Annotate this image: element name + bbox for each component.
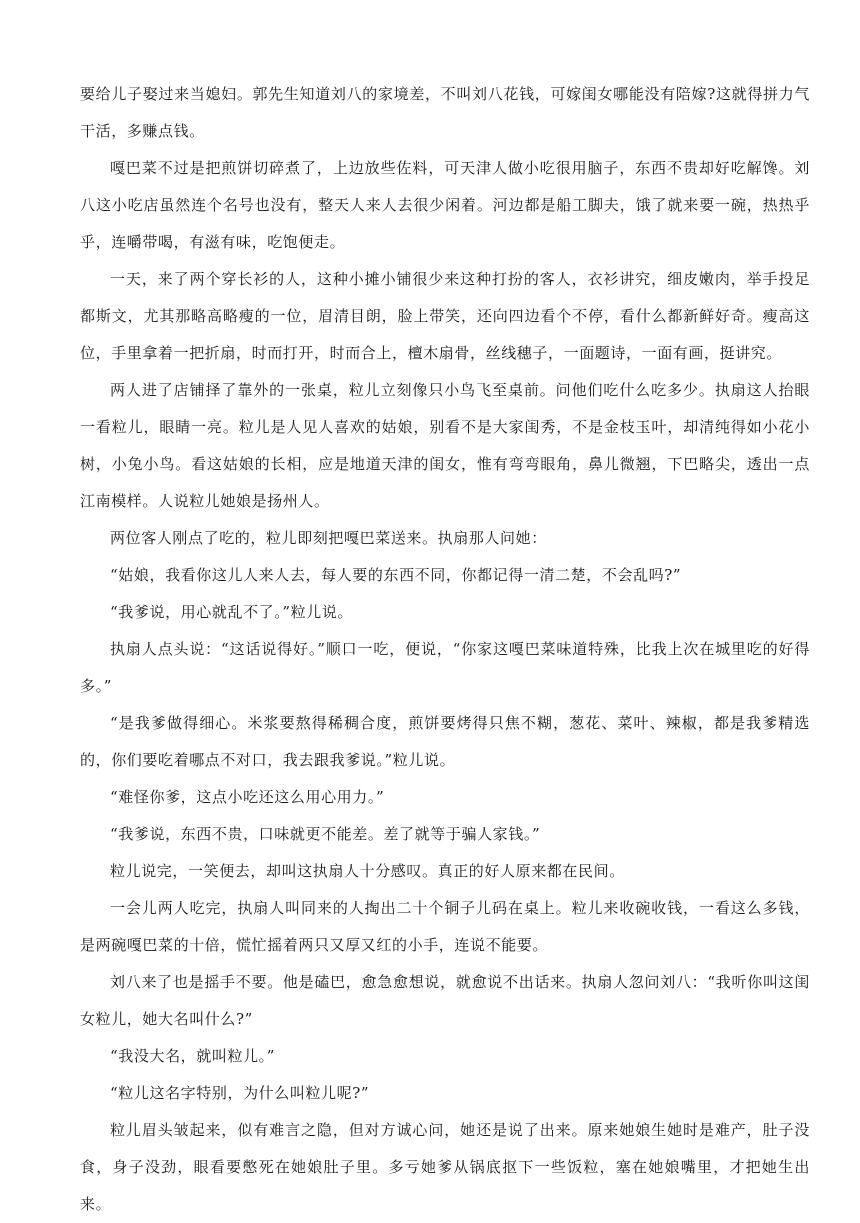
paragraph: 两人进了店铺择了靠外的一张桌，粒儿立刻像只小鸟飞至桌前。问他们吃什么吃多少。执扇这人抬眼一看粒儿，眼睛一亮。粒儿是人见人喜欢的姑娘，别看不是大家闺秀，不是金枝玉叶，却清纯得如小花小树，小兔小鸟。看这姑娘的长相，应是地道天津的闺女，惟有弯弯眼角，鼻儿微翘，下巴略尖，透出一点江南模样。人说粒儿她娘是扬州人。	[80, 381, 810, 510]
paragraph: 要给儿子娶过来当媳妇。郭先生知道刘八的家境差，不叫刘八花钱，可嫁闺女哪能没有陪嫁?这就得拼力气干活，多赚点钱。	[80, 85, 810, 140]
paragraph: 嘎巴菜不过是把煎饼切碎煮了，上边放些佐料，可天津人做小吃很用脑子，东西不贵却好吃解馋。刘八这小吃店虽然连个名号也没有，整天人来人去很少闲着。河边都是船工脚夫，饿了就来要一碗，热热乎乎，连嚼带喝，有滋有味，吃饱便走。	[80, 159, 810, 251]
paragraph: “我爹说，东西不贵，口味就更不能差。差了就等于骗人家钱。”	[110, 825, 541, 843]
paragraph: “我没大名，就叫粒儿。”	[110, 1047, 276, 1065]
paragraph: “姑娘，我看你这儿人来人去，每人要的东西不同，你都记得一清二楚，不会乱吗?”	[110, 566, 682, 584]
paragraph: “粒儿这名字特别，为什么叫粒儿呢?”	[110, 1084, 370, 1102]
paragraph: 粒儿眉头皱起来，似有难言之隐，但对方诚心问，她还是说了出来。原来她娘生她时是难产，肚子没食，身子没劲，眼看要憋死在她娘肚子里。多亏她爹从锅底抠下一些饭粒，塞在她娘嘴里，才把她生出来。	[80, 1121, 810, 1213]
paragraph: 刘八来了也是摇手不要。他是磕巴，愈急愈想说，就愈说不出话来。执扇人忽问刘八：“我听你叫这闺女粒儿，她大名叫什么?”	[80, 973, 810, 1028]
paragraph: 两位客人刚点了吃的，粒儿即刻把嘎巴菜送来。执扇那人问她：	[110, 529, 547, 547]
paragraph: “我爹说，用心就乱不了。”粒儿说。	[110, 603, 354, 621]
paragraph: 一天，来了两个穿长衫的人，这种小摊小铺很少来这种打扮的客人，衣衫讲究，细皮嫩肉，举手投足都斯文，尤其那略高略瘦的一位，眉清目朗，脸上带笑，还向四边看个不停，看什么都新鲜好奇。瘦高这位，手里拿着一把折扇，时而打开，时而合上，檀木扇骨，丝线穗子，一面题诗，一面有画，挺讲究。	[80, 270, 810, 362]
paragraph: 执扇人点头说：“这话说得好。”顺口一吃，便说，“你家这嘎巴菜味道特殊，比我上次在城里吃的好得多。”	[80, 640, 810, 695]
paragraph: 粒儿说完，一笑便去，却叫这执扇人十分感叹。真正的好人原来都在民间。	[110, 862, 625, 880]
paragraph: 一会儿两人吃完，执扇人叫同来的人掏出二十个铜子儿码在桌上。粒儿来收碗收钱，一看这么多钱， 是两碗嘎巴菜的十倍，慌忙摇着两只又厚又红的小手，连说不能要。	[80, 899, 810, 954]
paragraph: “难怪你爹，这点小吃还这么用心用力。”	[110, 788, 385, 806]
paragraph: “是我爹做得细心。米浆要熬得稀稠合度，煎饼要烤得只焦不糊，葱花、菜叶、辣椒，都是我爹精选的，你们要吃着哪点不对口，我去跟我爹说。”粒儿说。	[80, 714, 810, 769]
